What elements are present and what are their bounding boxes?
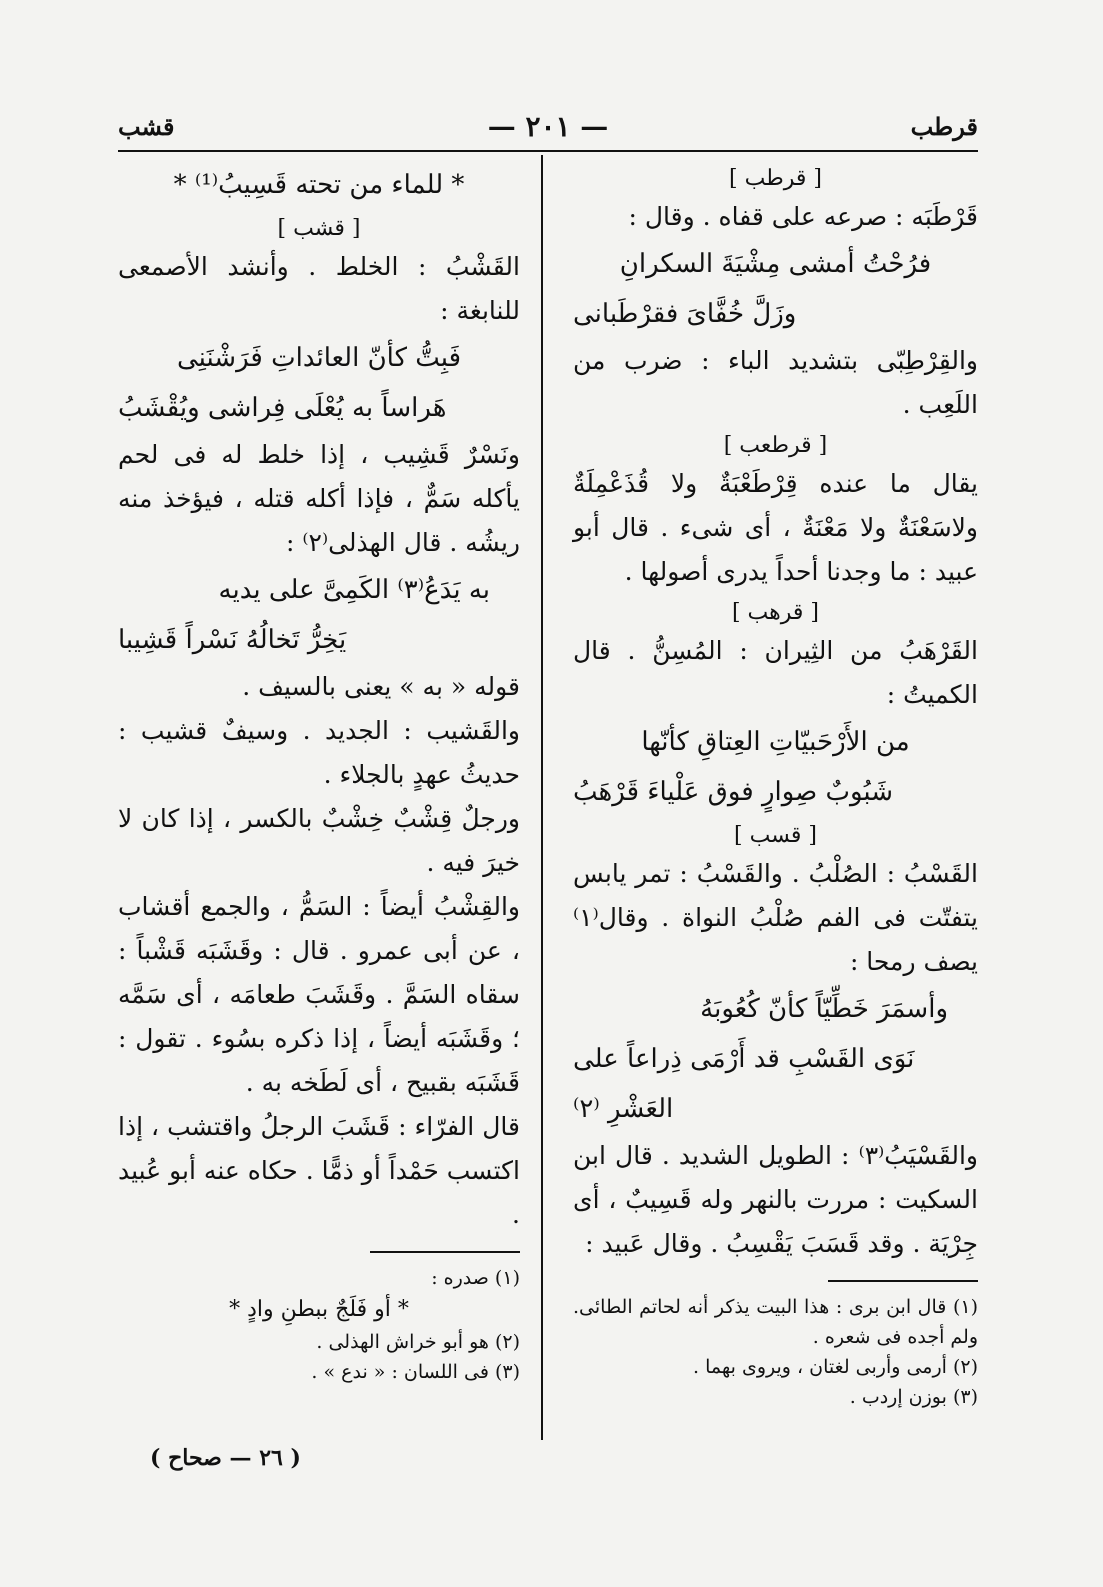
entry-text: يقال ما عنده قِرْطَعْبَةٌ ولا قُذَعْمِلَةٌ ولاسَعْنَةٌ ولا مَعْنَةٌ ، أى شىء . قال أبو عبيد : ما وجدنا أحداً يدرى أصولها . xyxy=(573,469,978,586)
entry-heading: [ قرطعب ] xyxy=(723,433,828,458)
verse-line: فَبِتُّ كأنّ العائداتِ فَرَشْنَنِى xyxy=(176,343,462,373)
entry-text: والقَسْيَبُ⁽٣⁾ : الطويل الشديد . قال ابن السكيت : مررت بالنهر وله قَسِيبٌ ، أى جِرْيَة . وقد قَسَبَ يَقْسِبُ . وقال عَبيد : xyxy=(573,1141,978,1258)
verse-line: وزَلَّ خُفَّاىَ فقرْطَبانى xyxy=(573,299,797,329)
column-divider xyxy=(541,155,543,1440)
entry-text: قال الفرّاء : قَشَبَ الرجلُ واقتشب ، إذا اكتسب حَمْداً أو ذمًّا . حكاه عنه أبو عُبيد . xyxy=(118,1112,520,1229)
entry-text: والقَشيب : الجديد . وسيفٌ قشيب : حديثُ عهدٍ بالجلاء . xyxy=(118,716,520,789)
header-keyword-left: قشب xyxy=(118,112,175,141)
footnote: (١) قال ابن برى : هذا البيت يذكر أنه لحاتم الطائى. ولم أجده فى شعره . xyxy=(573,1295,978,1348)
entry-text: القَشْبُ : الخلط . وأنشد الأصمعى للنابغة : xyxy=(118,252,520,325)
footnote-rule xyxy=(370,1251,520,1253)
footnote: (٣) فى اللسان : « ندع » . xyxy=(311,1360,520,1383)
verse-line: به يَدَعُ⁽٣⁾ الكَمِىَّ على يديه xyxy=(218,575,490,605)
footnote: (٢) أرمى وأربى لغتان ، ويروى بهما . xyxy=(693,1355,978,1378)
verse-line: يَخِرُّ تَخالُهُ نَسْراً قَشِيبا xyxy=(118,625,347,655)
right-column xyxy=(573,160,978,1412)
verse-line: * للماء من تحته قَسِيبُ⁽¹⁾ * xyxy=(173,170,465,200)
verse-line: وأسمَرَ خَطِّيّاً كأنّ كُعُوبَهُ xyxy=(700,994,948,1024)
header-rule xyxy=(118,150,978,152)
page-header xyxy=(118,112,978,148)
verse-line: شَبُوبٌ صِوارٍ فوق عَلْياءَ قَرْهَبُ xyxy=(573,777,894,807)
entry-heading: [ قشب ] xyxy=(277,216,361,241)
footnote: (٢) هو أبو خراش الهذلى . xyxy=(316,1330,520,1353)
entry-text: القَرْهَبُ من الثِيران : المُسِنُّ . قال الكميتُ : xyxy=(573,636,978,709)
footnote: (١) صدره : xyxy=(431,1266,520,1289)
verse-line: فرُحْتُ أمشى مِشْيَةَ السكرانِ xyxy=(619,249,932,279)
entry-heading: [ قسب ] xyxy=(734,823,817,848)
entry-text: قوله « به » يعنى بالسيف . xyxy=(242,672,520,701)
left-column xyxy=(118,160,520,1387)
entry-text: القَسْبُ : الصُلْبُ . والقَسْبُ : تمر يابس يتفتّت فى الفم صُلْبُ النواة . وقال⁽١⁾ يصف رمحا : xyxy=(573,859,978,976)
verse-line: من الأَرْحَبيّاتِ العِتاقِ كأنّها xyxy=(641,727,910,757)
footnote-verse: * أو فَلَجٌ ببطنِ وادٍ * xyxy=(229,1296,409,1322)
entry-heading: [ قرهب ] xyxy=(731,600,819,625)
entry-text: ونَسْرٌ قَشِيب ، إذا خلط له فى لحم يأكله سَمٌّ ، فإذا أكله قتله ، فيؤخذ منه ريشُه . قال الهذلى⁽٢⁾ : xyxy=(118,440,520,557)
verse-line: نَوَى القَسْبِ قد أَرْمَى ذِراعاً على العَشْرِ ⁽٢⁾ xyxy=(573,1044,915,1124)
entry-text: والقِرْطِبّى بتشديد الباء : ضرب من اللَعِب . xyxy=(573,346,978,419)
header-keyword-right: قرطب xyxy=(910,112,978,141)
signature-mark: ( ٢٦ — صحاح ) xyxy=(150,1445,301,1471)
entry-text: قَرْطَبَه : صرعه على قفاه . وقال : xyxy=(628,202,978,231)
entry-text: ورجلٌ قِشْبٌ خِشْبٌ بالكسر ، إذا كان لا خيرَ فيه . xyxy=(118,804,520,877)
page-number: — ٢٠١ — xyxy=(487,110,609,143)
footnote-rule xyxy=(828,1280,978,1282)
footnote: (٣) بوزن إردب . xyxy=(849,1385,978,1408)
verse-line: هَراساً به يُعْلَى فِراشى ويُقْشَبُ xyxy=(118,393,447,423)
entry-heading: [ قرطب ] xyxy=(729,166,822,191)
entry-text: والقِشْبُ أيضاً : السَمُّ ، والجمع أقشاب ، عن أبى عمرو . قال : وقَشَبَه قَشْباً : سقاه السَمَّ . وقَشَبَ طعامَه ، أى سَمَّه ؛ وقَشَبَه أيضاً ، إذا ذكره بسُوء . تقول : قَشَبَه بقبيح ، أى لَطَخه به . xyxy=(118,892,520,1097)
